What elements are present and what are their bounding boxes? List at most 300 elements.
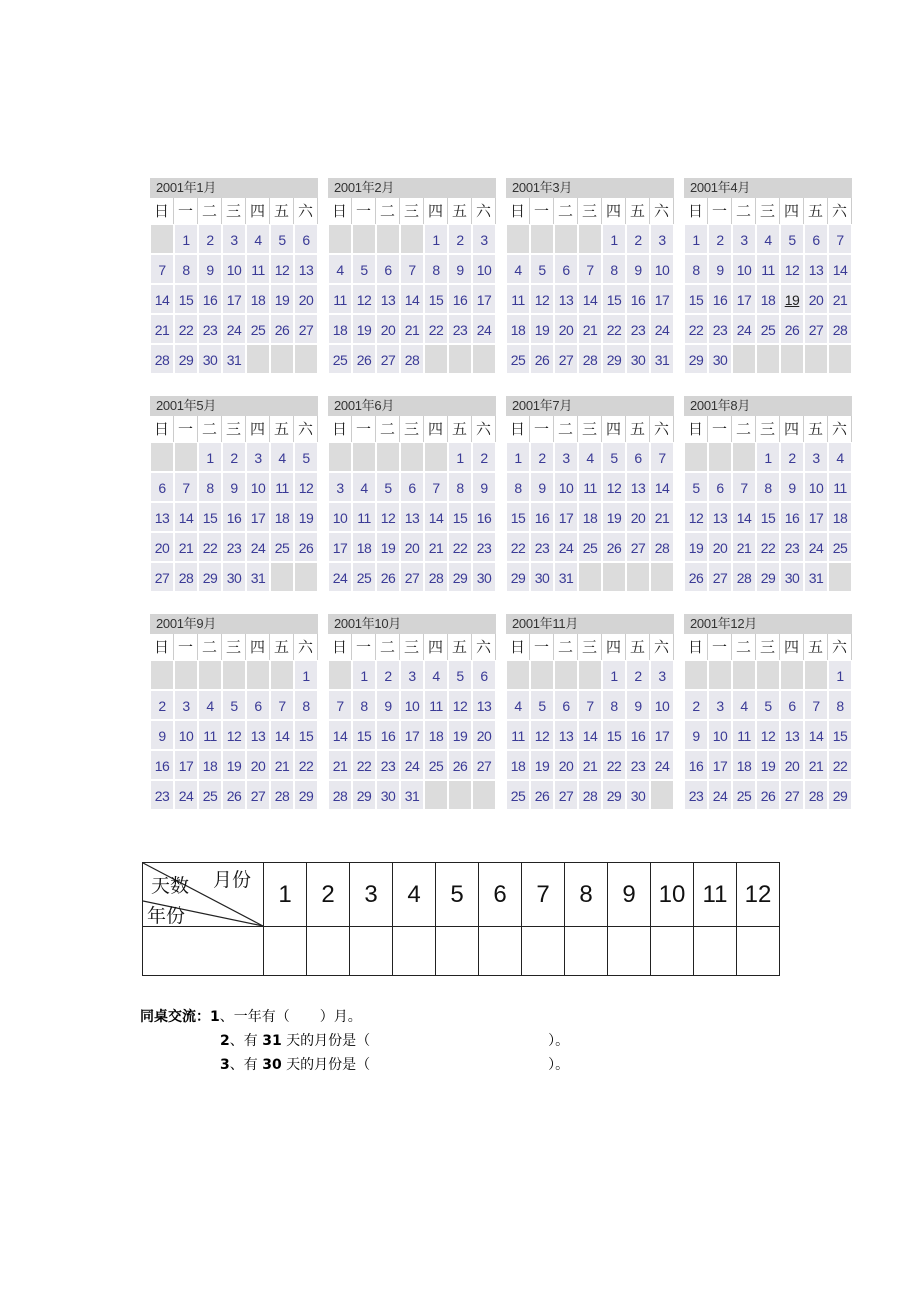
day-cell: 20 — [376, 314, 400, 344]
day-cell: 18 — [828, 502, 852, 532]
weekday-header: 三 — [222, 416, 246, 442]
day-cell: 17 — [732, 284, 756, 314]
day-cell: 29 — [828, 780, 852, 810]
day-cell: 19 — [270, 284, 294, 314]
day-cell: 31 — [804, 562, 828, 592]
empty-day-cell — [684, 442, 708, 472]
day-cell: 21 — [150, 314, 174, 344]
month-title: 2001年10月 — [328, 614, 496, 634]
weekday-header: 二 — [554, 416, 578, 442]
day-cell: 2 — [626, 660, 650, 690]
table-answer-cell[interactable] — [737, 927, 780, 976]
table-header-month: 10 — [651, 863, 694, 927]
weekday-header: 二 — [376, 416, 400, 442]
day-cell: 15 — [174, 284, 198, 314]
day-cell: 2 — [448, 224, 472, 254]
day-cell: 21 — [174, 532, 198, 562]
empty-day-cell — [150, 224, 174, 254]
day-cell: 23 — [780, 532, 804, 562]
day-cell: 11 — [506, 720, 530, 750]
question-3-number: 3 — [220, 1057, 230, 1073]
day-cell: 30 — [708, 344, 732, 374]
empty-day-cell — [650, 562, 674, 592]
day-cell: 23 — [708, 314, 732, 344]
question-3-bold-number: 30 — [262, 1057, 282, 1073]
day-cell: 18 — [198, 750, 222, 780]
table-answer-cell[interactable] — [264, 927, 307, 976]
day-cell: 9 — [376, 690, 400, 720]
empty-day-cell — [828, 344, 852, 374]
day-cell: 14 — [328, 720, 352, 750]
day-cell: 2 — [626, 224, 650, 254]
day-cell: 1 — [756, 442, 780, 472]
day-cell: 21 — [650, 502, 674, 532]
day-cell: 26 — [448, 750, 472, 780]
day-cell: 28 — [578, 780, 602, 810]
day-cell: 6 — [804, 224, 828, 254]
day-cell: 26 — [602, 532, 626, 562]
day-cell: 10 — [804, 472, 828, 502]
day-cell: 5 — [270, 224, 294, 254]
table-header-month: 3 — [350, 863, 393, 927]
weekday-header: 二 — [554, 198, 578, 224]
empty-day-cell — [732, 442, 756, 472]
day-cell: 19 — [780, 284, 804, 314]
day-cell: 27 — [780, 780, 804, 810]
empty-day-cell — [506, 660, 530, 690]
day-cell: 9 — [780, 472, 804, 502]
day-cell: 9 — [530, 472, 554, 502]
day-cell: 29 — [198, 562, 222, 592]
month-calendar — [150, 396, 318, 600]
question-2-text-mid: 天的月份是（ — [281, 1033, 371, 1049]
day-cell: 22 — [424, 314, 448, 344]
day-cell: 21 — [804, 750, 828, 780]
table-header-month: 11 — [694, 863, 737, 927]
day-cell: 5 — [602, 442, 626, 472]
month-title: 2001年12月 — [684, 614, 852, 634]
day-cell: 12 — [352, 284, 376, 314]
empty-day-cell — [684, 660, 708, 690]
table-answer-cell[interactable] — [522, 927, 565, 976]
weekday-header: 三 — [222, 198, 246, 224]
day-cell: 16 — [222, 502, 246, 532]
day-cell: 23 — [448, 314, 472, 344]
day-cell: 5 — [780, 224, 804, 254]
weekday-header: 二 — [732, 634, 756, 660]
table-answer-cell[interactable] — [651, 927, 694, 976]
day-cell: 27 — [294, 314, 318, 344]
weekday-header: 日 — [506, 416, 530, 442]
day-cell: 1 — [602, 224, 626, 254]
day-cell: 4 — [732, 690, 756, 720]
day-cell: 13 — [150, 502, 174, 532]
day-cell: 4 — [424, 660, 448, 690]
day-cell: 7 — [174, 472, 198, 502]
day-cell: 6 — [472, 660, 496, 690]
weekday-header: 三 — [578, 198, 602, 224]
empty-day-cell — [352, 224, 376, 254]
day-cell: 25 — [198, 780, 222, 810]
weekday-header: 五 — [626, 416, 650, 442]
day-cell: 13 — [780, 720, 804, 750]
empty-day-cell — [530, 660, 554, 690]
day-cell: 7 — [424, 472, 448, 502]
day-cell: 18 — [352, 532, 376, 562]
day-cell: 19 — [602, 502, 626, 532]
day-cell: 12 — [294, 472, 318, 502]
day-cell: 25 — [424, 750, 448, 780]
weekday-header: 六 — [650, 198, 674, 224]
weekday-header: 四 — [246, 634, 270, 660]
day-cell: 20 — [554, 750, 578, 780]
empty-day-cell — [328, 442, 352, 472]
day-cell: 19 — [756, 750, 780, 780]
day-cell: 21 — [732, 532, 756, 562]
empty-day-cell — [602, 562, 626, 592]
day-cell: 19 — [222, 750, 246, 780]
weekday-header: 二 — [554, 634, 578, 660]
day-cell: 5 — [222, 690, 246, 720]
question-2 — [220, 1030, 569, 1052]
day-cell: 14 — [578, 284, 602, 314]
empty-day-cell — [578, 562, 602, 592]
day-cell: 4 — [578, 442, 602, 472]
empty-day-cell — [174, 442, 198, 472]
day-cell: 7 — [150, 254, 174, 284]
day-cell: 3 — [804, 442, 828, 472]
day-cell: 24 — [708, 780, 732, 810]
empty-day-cell — [756, 344, 780, 374]
day-cell: 30 — [222, 562, 246, 592]
day-cell: 2 — [472, 442, 496, 472]
day-cell: 25 — [732, 780, 756, 810]
day-cell: 18 — [732, 750, 756, 780]
day-cell: 20 — [708, 532, 732, 562]
day-cell: 7 — [804, 690, 828, 720]
day-cell: 6 — [400, 472, 424, 502]
month-calendar — [506, 396, 674, 600]
day-cell: 9 — [472, 472, 496, 502]
weekday-header: 一 — [352, 416, 376, 442]
question-2-number: 2 — [220, 1033, 230, 1049]
day-cell: 24 — [554, 532, 578, 562]
day-cell: 18 — [424, 720, 448, 750]
day-cell: 19 — [530, 750, 554, 780]
day-cell: 13 — [376, 284, 400, 314]
weekday-header: 六 — [472, 634, 496, 660]
day-cell: 21 — [578, 750, 602, 780]
empty-day-cell — [150, 442, 174, 472]
day-cell: 4 — [352, 472, 376, 502]
questions-prefix: 同桌交流： — [140, 1009, 210, 1025]
month-calendar — [150, 614, 318, 818]
table-answer-cell[interactable] — [350, 927, 393, 976]
weekday-header: 一 — [174, 634, 198, 660]
day-cell: 14 — [578, 720, 602, 750]
table-year-cell[interactable] — [143, 927, 264, 976]
day-cell: 25 — [756, 314, 780, 344]
day-cell: 19 — [294, 502, 318, 532]
day-cell: 1 — [174, 224, 198, 254]
day-cell: 6 — [376, 254, 400, 284]
day-cell: 6 — [708, 472, 732, 502]
weekday-header: 二 — [198, 198, 222, 224]
weekday-header: 二 — [732, 416, 756, 442]
day-cell: 9 — [626, 254, 650, 284]
day-cell: 30 — [780, 562, 804, 592]
day-cell: 30 — [626, 344, 650, 374]
day-cell: 14 — [424, 502, 448, 532]
day-cell: 4 — [506, 690, 530, 720]
day-cell: 4 — [506, 254, 530, 284]
day-cell: 23 — [222, 532, 246, 562]
day-cell: 21 — [270, 750, 294, 780]
day-cell: 18 — [578, 502, 602, 532]
weekday-header: 一 — [530, 198, 554, 224]
day-cell: 6 — [626, 442, 650, 472]
weekday-header: 四 — [246, 416, 270, 442]
day-cell: 9 — [222, 472, 246, 502]
day-cell: 14 — [804, 720, 828, 750]
day-cell: 25 — [246, 314, 270, 344]
day-cell: 17 — [650, 720, 674, 750]
weekday-header: 一 — [530, 416, 554, 442]
day-cell: 12 — [376, 502, 400, 532]
empty-day-cell — [328, 660, 352, 690]
day-cell: 5 — [448, 660, 472, 690]
day-cell: 16 — [626, 284, 650, 314]
day-cell: 6 — [554, 254, 578, 284]
day-cell: 27 — [400, 562, 424, 592]
question-1-number: 1 — [210, 1009, 220, 1025]
day-cell: 5 — [294, 442, 318, 472]
day-cell: 27 — [376, 344, 400, 374]
day-cell: 24 — [246, 532, 270, 562]
weekday-header: 五 — [270, 634, 294, 660]
table-answer-cell[interactable] — [479, 927, 522, 976]
day-cell: 17 — [174, 750, 198, 780]
day-cell: 9 — [150, 720, 174, 750]
empty-day-cell — [578, 224, 602, 254]
empty-day-cell — [424, 780, 448, 810]
day-cell: 3 — [174, 690, 198, 720]
day-cell: 26 — [530, 780, 554, 810]
day-cell: 13 — [246, 720, 270, 750]
weekday-header: 三 — [400, 634, 424, 660]
empty-day-cell — [294, 562, 318, 592]
table-answer-cell[interactable] — [436, 927, 479, 976]
weekday-header: 六 — [828, 634, 852, 660]
month-title: 2001年9月 — [150, 614, 318, 634]
day-cell: 3 — [554, 442, 578, 472]
empty-day-cell — [554, 660, 578, 690]
day-cell: 19 — [684, 532, 708, 562]
day-cell: 13 — [472, 690, 496, 720]
day-cell: 10 — [246, 472, 270, 502]
empty-day-cell — [708, 660, 732, 690]
question-1-text-end: ）月。 — [319, 1009, 362, 1025]
day-cell: 23 — [626, 750, 650, 780]
day-cell: 6 — [150, 472, 174, 502]
day-cell: 3 — [472, 224, 496, 254]
day-cell: 11 — [270, 472, 294, 502]
day-cell: 25 — [578, 532, 602, 562]
day-cell: 14 — [650, 472, 674, 502]
weekday-header: 四 — [780, 416, 804, 442]
day-cell: 27 — [554, 780, 578, 810]
table-answer-cell[interactable] — [393, 927, 436, 976]
day-cell: 11 — [198, 720, 222, 750]
day-cell: 16 — [448, 284, 472, 314]
day-cell: 15 — [828, 720, 852, 750]
weekday-header: 五 — [626, 634, 650, 660]
empty-day-cell — [650, 780, 674, 810]
weekday-header: 三 — [400, 416, 424, 442]
day-cell: 15 — [294, 720, 318, 750]
weekday-header: 一 — [708, 634, 732, 660]
empty-day-cell — [222, 660, 246, 690]
day-cell: 1 — [198, 442, 222, 472]
weekday-header: 一 — [708, 198, 732, 224]
table-answer-cell[interactable] — [694, 927, 737, 976]
calendar-year-grid — [150, 178, 852, 818]
day-cell: 28 — [174, 562, 198, 592]
day-cell: 17 — [708, 750, 732, 780]
day-cell: 12 — [270, 254, 294, 284]
empty-day-cell — [400, 224, 424, 254]
question-2-bold-number: 31 — [262, 1033, 282, 1049]
weekday-header: 日 — [150, 198, 174, 224]
day-cell: 5 — [756, 690, 780, 720]
day-cell: 31 — [222, 344, 246, 374]
day-cell: 11 — [328, 284, 352, 314]
day-cell: 3 — [732, 224, 756, 254]
weekday-header: 一 — [352, 634, 376, 660]
day-cell: 20 — [626, 502, 650, 532]
table-answer-cell[interactable] — [307, 927, 350, 976]
empty-day-cell — [472, 344, 496, 374]
empty-day-cell — [780, 660, 804, 690]
day-cell: 17 — [222, 284, 246, 314]
day-cell: 30 — [198, 344, 222, 374]
day-cell: 30 — [472, 562, 496, 592]
day-cell: 18 — [270, 502, 294, 532]
day-cell: 11 — [732, 720, 756, 750]
weekday-header: 五 — [804, 198, 828, 224]
empty-day-cell — [554, 224, 578, 254]
day-cell: 9 — [684, 720, 708, 750]
weekday-header: 五 — [804, 634, 828, 660]
weekday-header: 二 — [198, 416, 222, 442]
weekday-header: 五 — [448, 198, 472, 224]
day-cell: 13 — [708, 502, 732, 532]
day-cell: 7 — [578, 254, 602, 284]
day-cell: 8 — [684, 254, 708, 284]
weekday-header: 六 — [828, 198, 852, 224]
day-cell: 11 — [352, 502, 376, 532]
day-cell: 22 — [352, 750, 376, 780]
weekday-header: 一 — [174, 198, 198, 224]
day-cell: 11 — [424, 690, 448, 720]
empty-day-cell — [780, 344, 804, 374]
day-cell: 3 — [400, 660, 424, 690]
day-cell: 14 — [174, 502, 198, 532]
day-cell: 26 — [352, 344, 376, 374]
weekday-header: 五 — [270, 198, 294, 224]
weekday-header: 三 — [756, 198, 780, 224]
day-cell: 28 — [400, 344, 424, 374]
day-cell: 19 — [448, 720, 472, 750]
corner-label-year: 年份 — [147, 905, 186, 927]
day-cell: 1 — [424, 224, 448, 254]
day-cell: 30 — [626, 780, 650, 810]
day-cell: 30 — [376, 780, 400, 810]
table-answer-cell[interactable] — [565, 927, 608, 976]
day-cell: 20 — [804, 284, 828, 314]
question-1-text: 、一年有（ — [219, 1009, 290, 1025]
weekday-header: 一 — [708, 416, 732, 442]
question-3-text: 、有 — [229, 1057, 263, 1073]
day-cell: 15 — [684, 284, 708, 314]
weekday-header: 四 — [602, 198, 626, 224]
day-cell: 4 — [198, 690, 222, 720]
day-cell: 31 — [554, 562, 578, 592]
weekday-header: 四 — [246, 198, 270, 224]
day-cell: 8 — [198, 472, 222, 502]
day-cell: 16 — [150, 750, 174, 780]
day-cell: 10 — [708, 720, 732, 750]
day-cell: 16 — [684, 750, 708, 780]
day-cell: 28 — [328, 780, 352, 810]
table-answer-cell[interactable] — [608, 927, 651, 976]
weekday-header: 六 — [472, 416, 496, 442]
day-cell: 25 — [270, 532, 294, 562]
day-cell: 24 — [650, 750, 674, 780]
day-cell: 24 — [400, 750, 424, 780]
day-cell: 26 — [756, 780, 780, 810]
day-cell: 18 — [328, 314, 352, 344]
day-cell: 23 — [198, 314, 222, 344]
day-cell: 15 — [448, 502, 472, 532]
day-cell: 17 — [554, 502, 578, 532]
day-cell: 13 — [400, 502, 424, 532]
weekday-header: 四 — [602, 416, 626, 442]
day-cell: 12 — [530, 284, 554, 314]
day-cell: 1 — [352, 660, 376, 690]
day-cell: 12 — [222, 720, 246, 750]
day-cell: 11 — [756, 254, 780, 284]
empty-day-cell — [424, 344, 448, 374]
day-cell: 7 — [270, 690, 294, 720]
day-cell: 29 — [174, 344, 198, 374]
day-cell: 1 — [506, 442, 530, 472]
day-cell: 18 — [506, 750, 530, 780]
day-cell: 9 — [198, 254, 222, 284]
weekday-header: 四 — [602, 634, 626, 660]
day-cell: 8 — [294, 690, 318, 720]
day-cell: 14 — [732, 502, 756, 532]
table-corner-cell — [143, 863, 264, 927]
corner-label-days: 天数 — [151, 875, 190, 897]
empty-day-cell — [804, 660, 828, 690]
weekday-header: 六 — [828, 416, 852, 442]
day-cell: 16 — [626, 720, 650, 750]
day-cell: 10 — [472, 254, 496, 284]
day-cell: 10 — [222, 254, 246, 284]
day-cell: 7 — [732, 472, 756, 502]
day-cell: 24 — [650, 314, 674, 344]
